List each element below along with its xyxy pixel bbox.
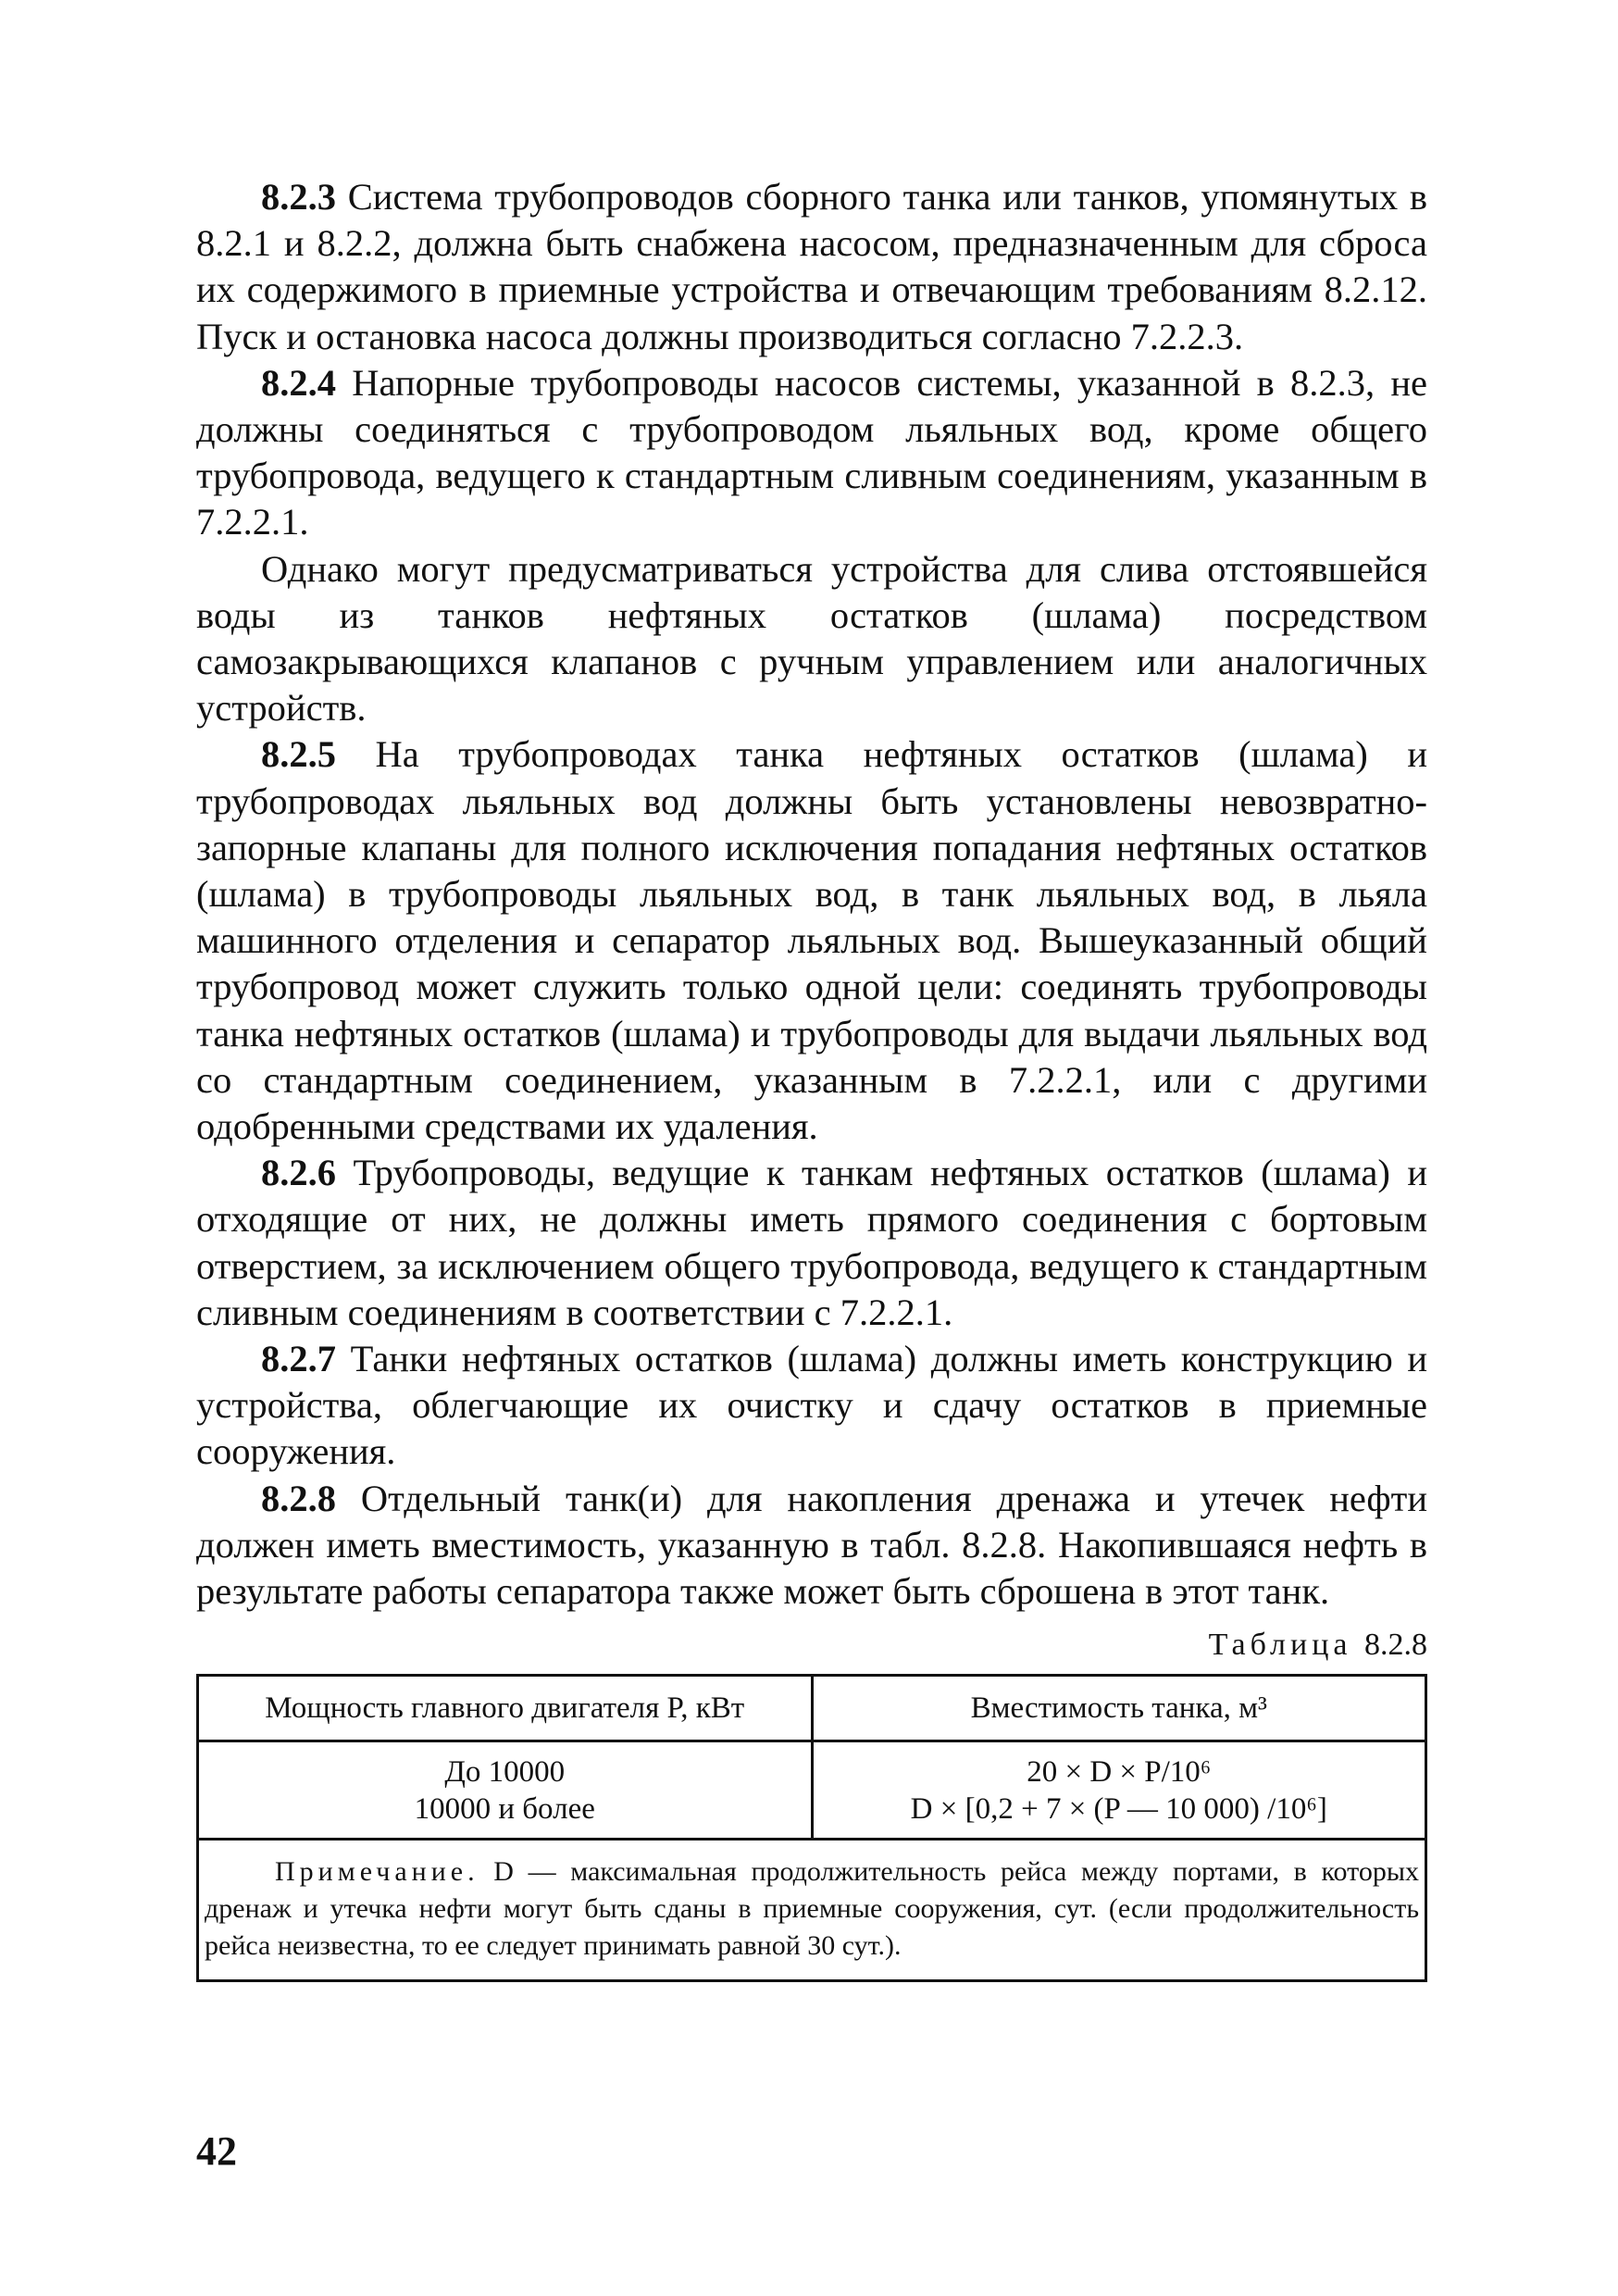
paragraph-8-2-6 <box>196 1150 1427 1336</box>
paragraph-text: На трубопроводах танка нефтяных остатков (шлама) и трубопроводах льяльных вод должны быть установлены невозвратно-запорные клапаны для полного исключения попадания нефтяных остатков (шлама) в трубопроводы льяльных вод, в танк льяльных вод, в льяла машинного отделения и сепаратор льяльных вод. Вышеуказанный общий трубопровод может служить только одной цели: соединять трубопроводы танка нефтяных остатков (шлама) и трубопроводы для выдачи льяльных вод со стандартным соединением, указанным в 7.2.2.1, или с другими одобренными средствами их удаления. <box>196 733 1427 1148</box>
main-text <box>196 174 1427 1615</box>
paragraph-8-2-4 <box>196 360 1427 546</box>
table-header-row <box>198 1676 1426 1741</box>
clause-number: 8.2.8 <box>261 1477 336 1519</box>
table-row <box>198 1741 1426 1840</box>
header-tank-capacity: Вместимость танка, м³ <box>812 1676 1426 1741</box>
paragraph-text: Отдельный танк(и) для накопления дренажа и утечек нефти должен иметь вместимость, указанную в табл. 8.2.8. Накопившаяся нефть в результате работы сепаратора также может быть сброшена в этот танк. <box>196 1477 1427 1613</box>
paragraph-text: Система трубопроводов сборного танка или танков, упомянутых в 8.2.1 и 8.2.2, должна быть снабжена насосом, предназначенным для сброса их содержимого в приемные устройства и отвечающим требованиям 8.2.12. Пуск и остановка насоса должны производиться согласно 7.2.2.3. <box>196 176 1427 357</box>
clause-number: 8.2.6 <box>261 1152 336 1194</box>
paragraph-8-2-8 <box>196 1476 1427 1616</box>
capacity-formula: 20 × D × P/10⁶ <box>1027 1754 1212 1789</box>
paragraph-8-2-7 <box>196 1336 1427 1476</box>
table-caption-number: 8.2.8 <box>1364 1628 1427 1662</box>
paragraph-8-2-5 <box>196 731 1427 1150</box>
power-value: До 10000 <box>444 1754 566 1789</box>
power-value: 10000 и более <box>414 1791 595 1826</box>
paragraph-text: Трубопроводы, ведущие к танкам нефтяных остатков (шлама) и отходящие от них, не должны иметь прямого соединения с бортовым отверстием, за исключением общего трубопровода, ведущего к стандартным сливным соединениям в соответствии с 7.2.2.1. <box>196 1152 1427 1333</box>
page-number: 42 <box>196 2128 237 2174</box>
clause-number: 8.2.4 <box>261 361 336 404</box>
table-caption <box>196 1628 1427 1663</box>
paragraph-text: Однако могут предусматриваться устройства для слива отстоявшейся воды из танков нефтяных остатков (шлама) посредством самозакрывающихся клапанов с ручным управлением или аналогичных устройств. <box>196 547 1427 730</box>
paragraph-text: Напорные трубопроводы насосов системы, указанной в 8.2.3, не должны соединяться с трубопроводом льяльных вод, кроме общего трубопровода, ведущего к стандартным сливным соединениям, указанным в 7.2.2.1. <box>196 361 1427 543</box>
note-text: D — максимальная продолжительность рейса между портами, в которых дренаж и утечка нефти могут быть сданы в приемные сооружения, сут. (если продолжительность рейса неизвестна, то ее следует принимать равной 30 сут.). <box>205 1856 1419 1961</box>
capacity-cell <box>812 1741 1426 1840</box>
clause-number: 8.2.3 <box>261 176 336 218</box>
table-note-row <box>198 1840 1426 1981</box>
paragraph-8-2-3 <box>196 174 1427 360</box>
paragraph-continuation <box>196 546 1427 732</box>
capacity-formula: D × [0,2 + 7 × (P — 10 000) /10⁶] <box>910 1791 1327 1826</box>
tank-capacity-table <box>196 1674 1427 1982</box>
note-label: Примечание. <box>275 1856 479 1887</box>
table-note <box>198 1840 1426 1981</box>
clause-number: 8.2.5 <box>261 733 336 776</box>
paragraph-text: Танки нефтяных остатков (шлама) должны иметь конструкцию и устройства, облегчающие их очистку и сдачу остатков в приемные сооружения. <box>196 1338 1427 1473</box>
table-caption-word: Таблица <box>1208 1628 1352 1662</box>
power-cell <box>198 1741 813 1840</box>
clause-number: 8.2.7 <box>261 1338 336 1380</box>
header-engine-power: Мощность главного двигателя P, кВт <box>198 1676 813 1741</box>
